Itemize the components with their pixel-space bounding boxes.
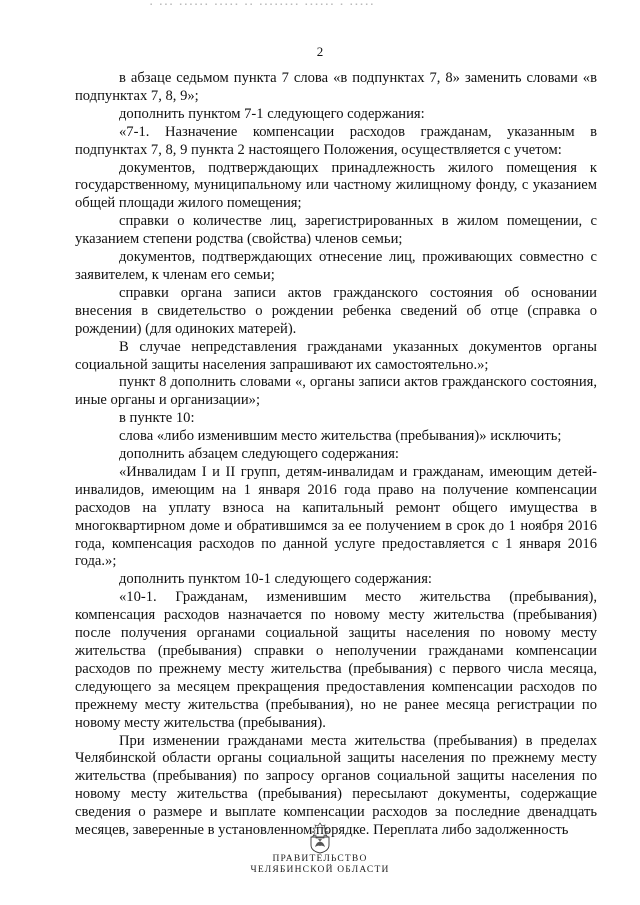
scan-header-artifact: ▪ ▪▪▪ ▪▪▪▪▪▪ ▪▪▪▪▪ ▪▪ ▪▪▪▪▪▪▪▪ ▪▪▪▪▪▪ ▪ ▪▪▪▪▪: [150, 2, 376, 8]
paragraph: в пункте 10:: [119, 410, 195, 427]
paragraph: «10-1. Гражданам, изменившим место жительства (пребывания), компенсация расходов назначается по новому месту жительства (пребывания) после получения органами социальной защиты населения по новому месту жительства (пребывания) справки о неполучении гражданами компенсации расходов по прежнему месту жительства (пребывания) с первого числа месяца, следующего за месяцем прекращения предоставления компенсации расходов по прежнему месту жительства (пребывания), но не ранее месяца регистрации по новому месту жительства (пребывания).: [75, 589, 597, 731]
paragraph: При изменении гражданами места жительства (пребывания) в пределах Челябинской области органы социальной защиты населения по прежнему месту жительства (пребывания) по запросу органов социальной защиты населения по новому месту жительства (пребывания) пересылают документы, содержащие сведения о размере и выплате компенсации расходов за последние двенадцать месяцев, заверенные в установленном порядке. Переплата либо задолженность: [75, 732, 597, 839]
footer-org-line-2: ЧЕЛЯБИНСКОЙ ОБЛАСТИ: [250, 865, 390, 875]
paragraph: «7-1. Назначение компенсации расходов гражданам, указанным в подпунктах 7, 8, 9 пункта 2 настоящего Положения, осуществляется с учетом:: [75, 123, 597, 158]
paragraph: дополнить пунктом 10-1 следующего содержания:: [119, 571, 432, 588]
paragraph: справки о количестве лиц, зарегистрированных в жилом помещении, с указанием степени родства (свойства) членов семьи;: [75, 213, 597, 248]
document-body: [75, 70, 597, 840]
paragraph: в абзаце седьмом пункта 7 слова «в подпунктах 7, 8» заменить словами «в подпунктах 7, 8, 9»;: [75, 70, 597, 104]
paragraph: В случае непредставления гражданами указанных документов органы социальной защиты населения запрашивают их самостоятельно.»;: [75, 338, 597, 373]
paragraph: дополнить абзацем следующего содержания:: [119, 446, 399, 463]
page-number: 2: [316, 44, 324, 59]
paragraph: дополнить пунктом 7-1 следующего содержания:: [119, 105, 425, 122]
paragraph: справки органа записи актов гражданского состояния об основании внесения в свидетельство о рождении ребенка сведений об отце (справка о рождении) (для одиноких матерей).: [75, 284, 597, 337]
coat-of-arms-icon: [307, 822, 333, 854]
paragraph: документов, подтверждающих отнесение лиц, проживающих совместно с заявителем, к членам его семьи;: [75, 249, 597, 283]
paragraph: документов, подтверждающих принадлежность жилого помещения к государственному, муниципальному или частному жилищному фонду, с указанием общей площади жилого помещения;: [75, 159, 597, 212]
paragraph: пункт 8 дополнить словами «, органы записи актов гражданского состояния, иные органы и организации»;: [75, 374, 597, 409]
paragraph: «Инвалидам I и II групп, детям-инвалидам и гражданам, имеющим детей-инвалидов, имеющим на 1 января 2016 года право на получение компенсации расходов на уплату взноса на капитальный ремонт общего имущества в многоквартирном доме и обратившимся за ее получением в срок до 1 ноября 2016 года, компенсация расходов по данной услуге предоставляется с 1 января 2016 года.»;: [75, 463, 597, 570]
footer: [0, 822, 640, 876]
paragraph: слова «либо изменившим место жительства (пребывания)» исключить;: [119, 428, 562, 445]
footer-org-line-1: ПРАВИТЕЛЬСТВО: [272, 854, 368, 864]
